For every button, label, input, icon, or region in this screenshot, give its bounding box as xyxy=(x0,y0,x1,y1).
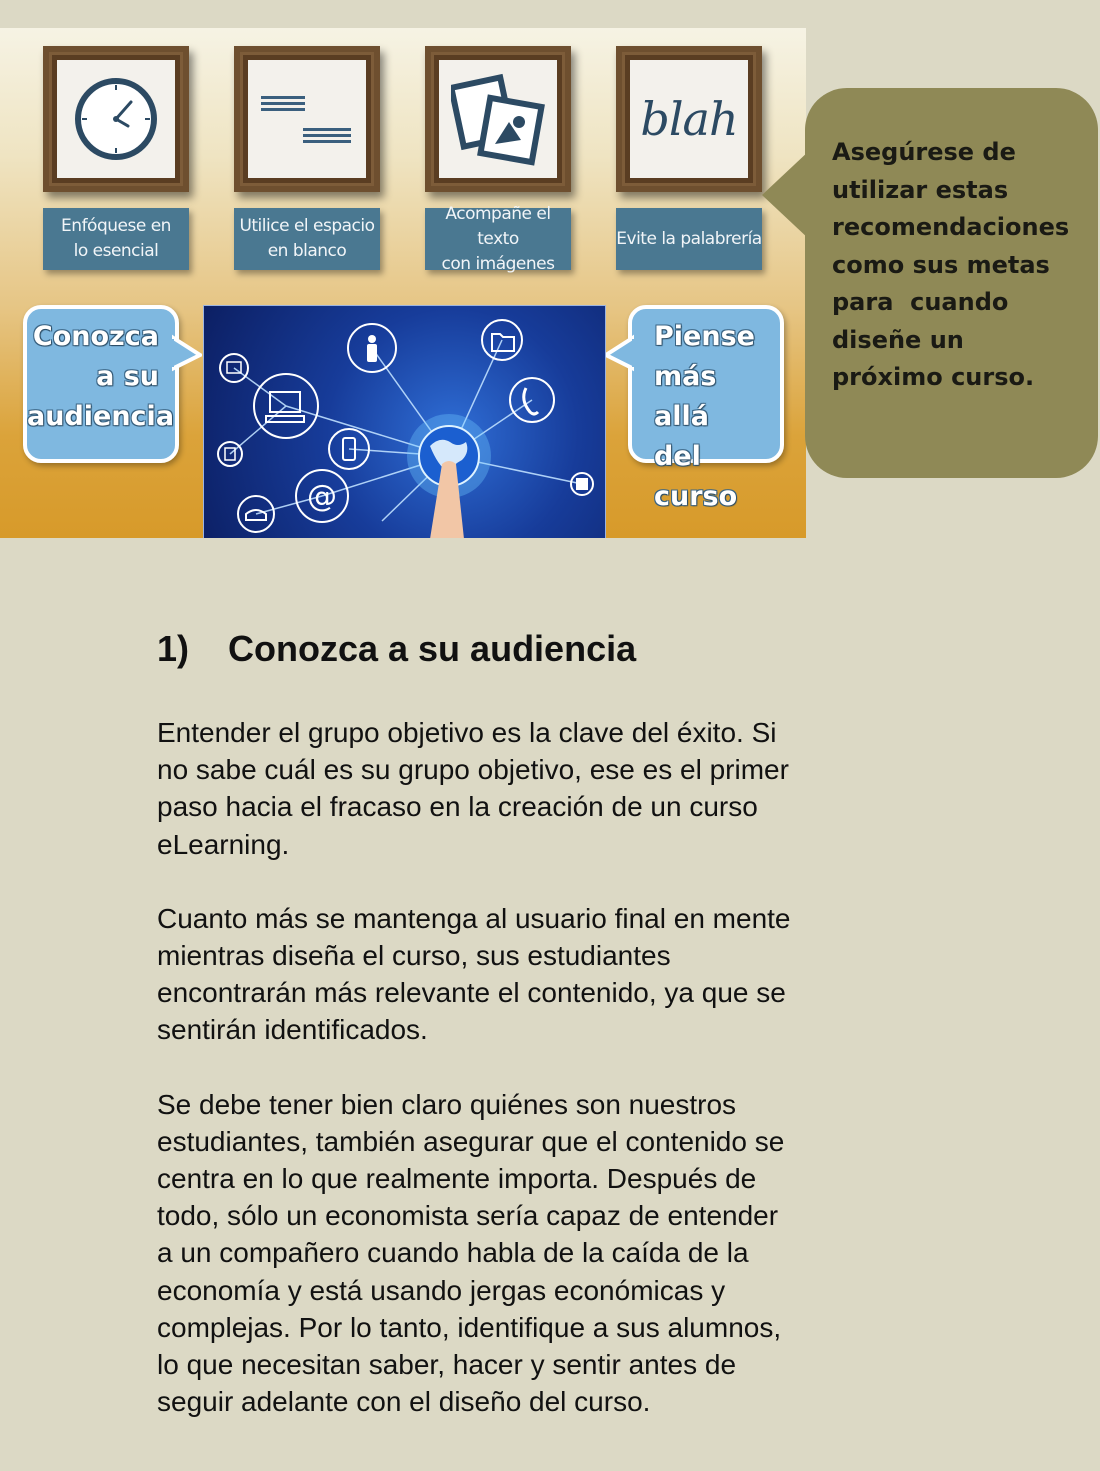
label-use-whitespace: Utilice el espacio en blanco xyxy=(234,208,380,270)
bubble-tail-left xyxy=(172,333,202,373)
frame-blah xyxy=(616,46,762,192)
section-number: 1) xyxy=(157,628,190,669)
folder-icon xyxy=(492,334,514,351)
bubble-think-beyond: Piense más allá del curso xyxy=(628,305,784,463)
bubble-tail-right xyxy=(604,333,634,373)
blah-icon: blah xyxy=(640,92,738,146)
network-illustration xyxy=(203,305,606,538)
paragraph-2: Cuanto más se mantenga al usuario final en mente mientras diseña el curso, sus estudiantes encontrarán más relevante el contenido, ya que se sentirán identificados. xyxy=(157,902,791,1046)
network-diagram xyxy=(204,306,605,538)
images-icon xyxy=(451,72,545,166)
section-heading xyxy=(157,628,636,670)
paragraph-1: Entender el grupo objetivo es la clave del éxito. Si no sabe cuál es su grupo objetivo, ese es el primer paso hacia el fracaso en la creación de un curso eLearning. xyxy=(157,717,789,860)
callout-text: Asegúrese de utilizar estas recomendaciones como sus metas para cuando diseñe un próximo curso. xyxy=(832,138,1070,391)
clock-icon xyxy=(73,76,159,162)
frame-focus xyxy=(43,46,189,192)
header-banner xyxy=(0,28,806,538)
telephone-icon xyxy=(246,510,266,520)
at-icon: @ xyxy=(307,479,337,514)
label-text-with-images: Acompañe el texto con imágenes xyxy=(425,208,571,270)
whitespace-lines-icon xyxy=(259,84,355,154)
section-title: Conozca a su audiencia xyxy=(228,628,637,669)
frame-images xyxy=(425,46,571,192)
person-icon xyxy=(367,335,377,362)
label-avoid-verbosity: Evite la palabrería xyxy=(616,208,762,270)
frame-whitespace xyxy=(234,46,380,192)
disk-icon xyxy=(576,478,588,490)
label-focus-essential: Enfóquese en lo esencial xyxy=(43,208,189,270)
body-text xyxy=(157,714,877,1457)
paragraph-3: Se debe tener bien claro quiénes son nuestros estudiantes, también asegurar que el contenido se centra en lo que realmente importa. Después de todo, sólo un economista sería capaz de entender a un compañero cuando habla de la caída de la economía y está usando jergas económicas y complejas. Por lo tanto, identifique a sus alumnos, lo que necesitan saber, hacer y sentir antes de seguir adelante con el diseño del curso. xyxy=(157,1088,785,1418)
bubble-know-audience: Conozca a su audiencia xyxy=(23,305,179,463)
